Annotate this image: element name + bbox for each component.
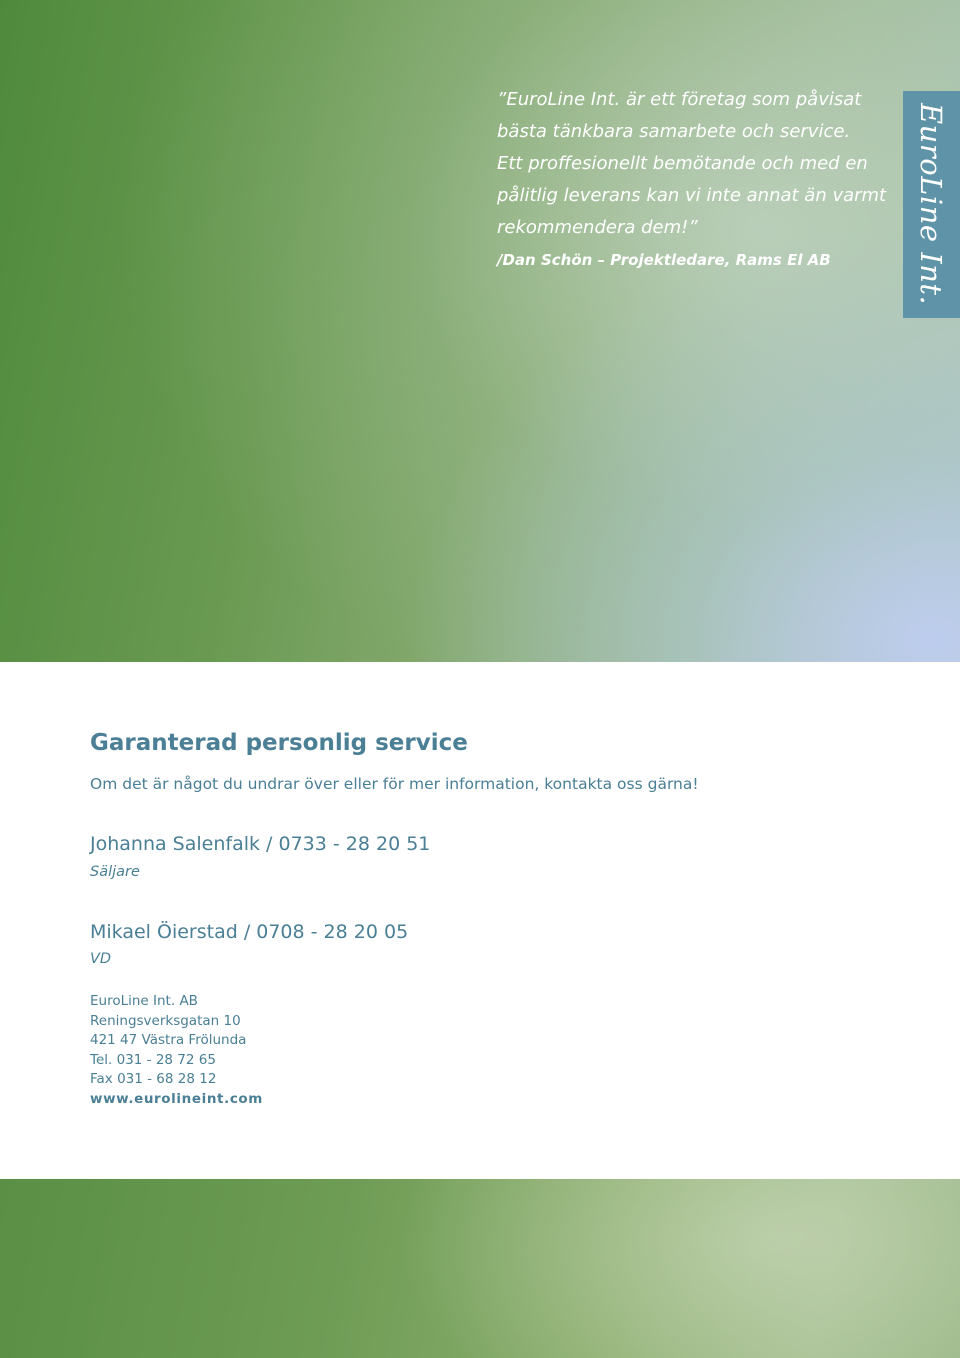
testimonial-quote xyxy=(497,84,897,244)
quote-line: bästa tänkbara samarbete och service. xyxy=(497,121,851,142)
section-intro: Om det är något du undrar över eller för mer information, kontakta oss gärna! xyxy=(90,775,699,793)
company-name: EuroLine Int. AB xyxy=(90,993,198,1009)
brand-logo: EuroLine Int. xyxy=(914,103,948,306)
quote-line: pålitlig leverans kan vi inte annat än varmt xyxy=(497,185,887,206)
brand-logo-tab xyxy=(903,91,960,318)
section-heading: Garanterad personlig service xyxy=(90,730,468,756)
company-street: Reningsverksgatan 10 xyxy=(90,1012,241,1029)
quote-line: Ett proffesionellt bemötande och med en xyxy=(497,153,868,174)
contact-name-phone: Johanna Salenfalk / 0733 - 28 20 51 xyxy=(90,833,431,855)
company-website-link[interactable]: www.eurolineint.com xyxy=(90,1090,263,1107)
quote-line: rekommendera dem!” xyxy=(497,217,698,238)
testimonial-attribution: /Dan Schön – Projektledare, Rams El AB xyxy=(497,251,831,269)
quote-line: ”EuroLine Int. är ett företag som påvisat xyxy=(497,89,862,110)
company-address xyxy=(90,992,263,1109)
company-postal: 421 47 Västra Frölunda xyxy=(90,1032,247,1048)
footer-image-band xyxy=(0,1179,960,1358)
contact-role: Säljare xyxy=(90,864,140,880)
contact-name-phone: Mikael Öierstad / 0708 - 28 20 05 xyxy=(90,921,409,943)
contact-role: VD xyxy=(90,951,112,967)
company-fax: Fax 031 - 68 28 12 xyxy=(90,1071,217,1087)
company-tel: Tel. 031 - 28 72 65 xyxy=(90,1051,216,1068)
hero-image xyxy=(0,0,960,662)
